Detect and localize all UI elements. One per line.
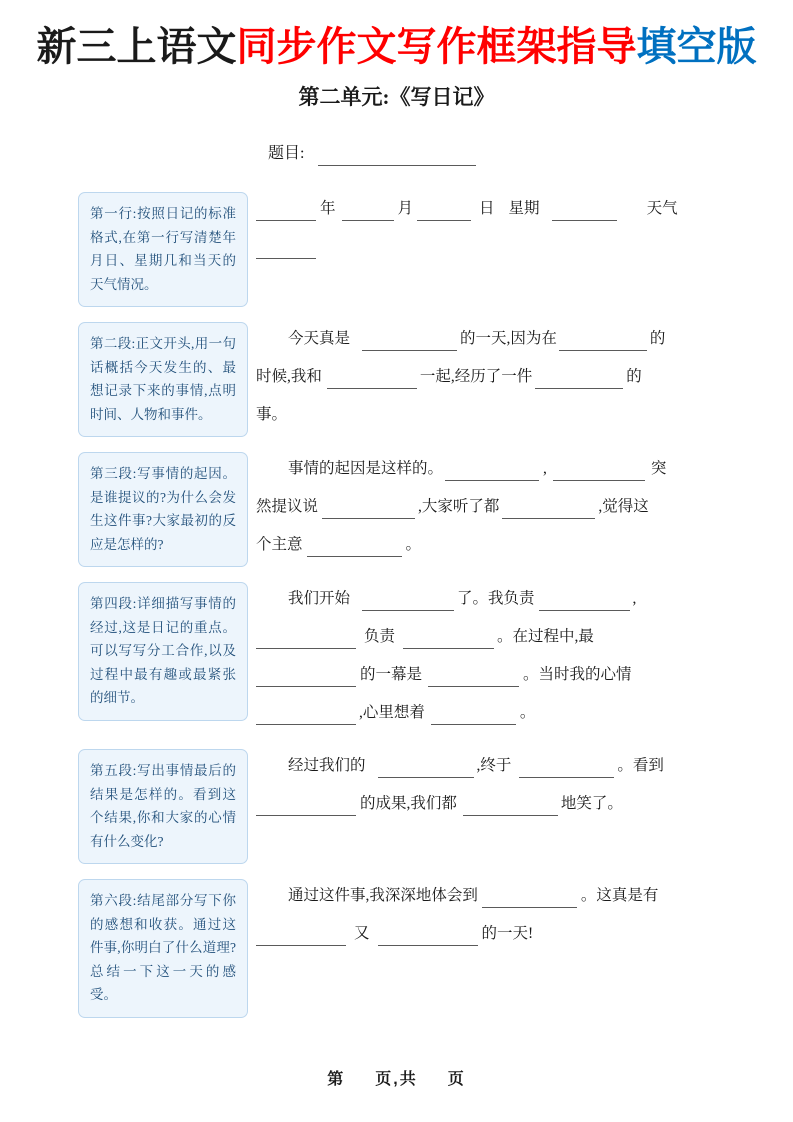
- fill-in-content-2: [256, 322, 738, 436]
- topic-row: [268, 140, 793, 170]
- fill-in-content-3: [256, 452, 738, 566]
- fill-blank-line: [256, 804, 356, 816]
- content-line: [256, 490, 738, 528]
- fill-in-content-4: [256, 582, 738, 734]
- fill-text: 时候,我和: [256, 368, 322, 385]
- topic-label: 题目:: [268, 145, 305, 162]
- instruction-box-1: 第一行:按照日记的标准格式,在第一行写清楚年月日、星期几和当天的天气情况。: [78, 192, 248, 307]
- fill-text: ,终于: [476, 757, 512, 774]
- sections-container: [78, 192, 738, 1018]
- fill-text: 。: [519, 704, 536, 721]
- fill-text: 个主意: [256, 536, 303, 553]
- fill-blank-line: [327, 377, 417, 389]
- fill-blank-line: [553, 469, 645, 481]
- fill-blank-line: [307, 545, 402, 557]
- fill-text: ,: [632, 590, 637, 607]
- section-row-3: [78, 452, 738, 567]
- content-line: [256, 658, 738, 696]
- fill-text: 事。: [256, 406, 288, 423]
- fill-text: 通过这件事,我深深地体会到: [288, 887, 478, 904]
- fill-text: 。在过程中,最: [497, 628, 594, 645]
- fill-blank-line: [256, 247, 316, 259]
- fill-text: 我们开始: [288, 590, 351, 607]
- fill-blank-line: [445, 469, 539, 481]
- title-part-blue: 填空版: [636, 25, 757, 69]
- content-line: [256, 749, 738, 787]
- fill-blank-line: [378, 934, 478, 946]
- fill-blank-line: [322, 507, 415, 519]
- fill-blank-line: [463, 804, 558, 816]
- content-line: [256, 917, 738, 955]
- section-row-5: [78, 749, 738, 864]
- fill-blank-line: [417, 209, 471, 221]
- fill-blank-line: [256, 675, 356, 687]
- fill-text: 又: [354, 925, 370, 942]
- fill-text: 的一幕是: [360, 666, 423, 683]
- fill-blank-line: [552, 209, 617, 221]
- spacer: [356, 640, 364, 641]
- fill-text: 事情的起因是这样的。: [288, 460, 444, 477]
- fill-text: ,心里想着: [359, 704, 425, 721]
- fill-text: 。当时我的心情: [523, 666, 632, 683]
- fill-blank-line: [482, 896, 577, 908]
- instruction-box-2: 第二段:正文开头,用一句话概括今天发生的、最想记录下来的事情,点明时间、人物和事件。: [78, 322, 248, 437]
- fill-in-content-5: [256, 749, 738, 825]
- spacer: [370, 937, 378, 938]
- fill-text: 的: [626, 368, 642, 385]
- section-row-6: [78, 879, 738, 1018]
- fill-text: 了。我负责: [457, 590, 535, 607]
- fill-blank-line: [559, 339, 647, 351]
- instruction-box-5: 第五段:写出事情最后的结果是怎样的。看到这个结果,你和大家的心情有什么变化?: [78, 749, 248, 864]
- fill-text: 的成果,我们都: [360, 795, 457, 812]
- fill-text: 日: [479, 200, 495, 217]
- fill-blank-line: [256, 713, 356, 725]
- fill-text: 星期: [508, 200, 540, 217]
- page-footer: [0, 1066, 793, 1089]
- fill-text: 今天真是: [288, 330, 351, 347]
- unit-subtitle: 第二单元:《写日记》: [298, 85, 495, 109]
- content-line: [256, 620, 738, 658]
- content-line: [256, 230, 738, 268]
- fill-blank-line: [362, 599, 454, 611]
- section-row-4: [78, 582, 738, 734]
- spacer: [366, 769, 378, 770]
- fill-text: ,: [543, 460, 547, 477]
- instruction-box-6: 第六段:结尾部分写下你的感想和收获。通过这件事,你明白了什么道理?总结一下这一天的感受。: [78, 879, 248, 1018]
- fill-blank-line: [362, 339, 457, 351]
- fill-text: 突: [650, 460, 667, 477]
- spacer: [308, 157, 314, 158]
- fill-text: 。看到: [617, 757, 664, 774]
- spacer: [350, 342, 362, 343]
- fill-text: 一起,经历了一件: [419, 368, 533, 385]
- fill-blank-line: [428, 675, 519, 687]
- fill-text: 天气: [646, 200, 678, 217]
- fill-text: 月: [397, 200, 414, 217]
- section-row-1: [78, 192, 738, 307]
- content-line: [256, 582, 738, 620]
- spacer: [495, 212, 509, 213]
- fill-text: 的一天!: [481, 925, 534, 942]
- fill-blank-line: [431, 713, 516, 725]
- fill-blank-line: [256, 209, 316, 221]
- fill-text: 的一天,因为在: [460, 330, 557, 347]
- fill-blank-line: [519, 766, 614, 778]
- spacer: [471, 212, 479, 213]
- fill-blank-line: [342, 209, 394, 221]
- fill-text: 。这真是有: [580, 887, 659, 904]
- fill-in-content-1: [256, 192, 738, 268]
- content-line: [256, 398, 738, 436]
- spacer: [350, 602, 362, 603]
- fill-text: 经过我们的: [288, 757, 366, 774]
- content-line: [256, 787, 738, 825]
- instruction-box-3: 第三段:写事情的起因。是谁提议的?为什么会发生这件事?大家最初的反应是怎样的?: [78, 452, 248, 567]
- section-row-2: [78, 322, 738, 437]
- footer-suffix: 页: [447, 1071, 466, 1088]
- fill-text: 年: [320, 200, 336, 217]
- footer-middle: 页,共: [375, 1071, 418, 1088]
- fill-text: 。: [405, 536, 422, 553]
- content-line: [256, 322, 738, 360]
- fill-text: ,觉得这: [598, 498, 649, 515]
- fill-text: 然提议说: [256, 498, 319, 515]
- spacer: [511, 769, 519, 770]
- fill-blank-line: [539, 599, 630, 611]
- content-line: [256, 696, 738, 734]
- instruction-box-4: 第四段:详细描写事情的经过,这是日记的重点。可以写写分工合作,以及过程中最有趣或最紧张的细节。: [78, 582, 248, 721]
- spacer: [346, 937, 354, 938]
- fill-blank-line: [403, 637, 494, 649]
- fill-text: 的: [649, 330, 666, 347]
- content-line: [256, 192, 738, 230]
- fill-blank-line: [256, 637, 356, 649]
- fill-blank-line: [535, 377, 623, 389]
- spacer: [395, 640, 403, 641]
- spacer: [540, 212, 552, 213]
- footer-prefix: 第: [327, 1071, 346, 1088]
- content-line: [256, 879, 738, 917]
- content-line: [256, 452, 738, 490]
- fill-blank-line: [378, 766, 474, 778]
- content-line: [256, 528, 738, 566]
- page-title: [0, 24, 793, 70]
- spacer: [617, 212, 647, 213]
- title-part-black: 新三上语文: [36, 25, 237, 69]
- fill-blank-line: [502, 507, 595, 519]
- fill-text: ,大家听了都: [418, 498, 500, 515]
- fill-text: 地笑了。: [560, 795, 623, 812]
- title-part-red: 同步作文写作框架指导: [236, 25, 637, 69]
- fill-text: 负责: [364, 628, 396, 645]
- content-line: [256, 360, 738, 398]
- fill-blank-line: [256, 934, 346, 946]
- fill-in-content-6: [256, 879, 738, 955]
- topic-blank-line: [318, 154, 476, 166]
